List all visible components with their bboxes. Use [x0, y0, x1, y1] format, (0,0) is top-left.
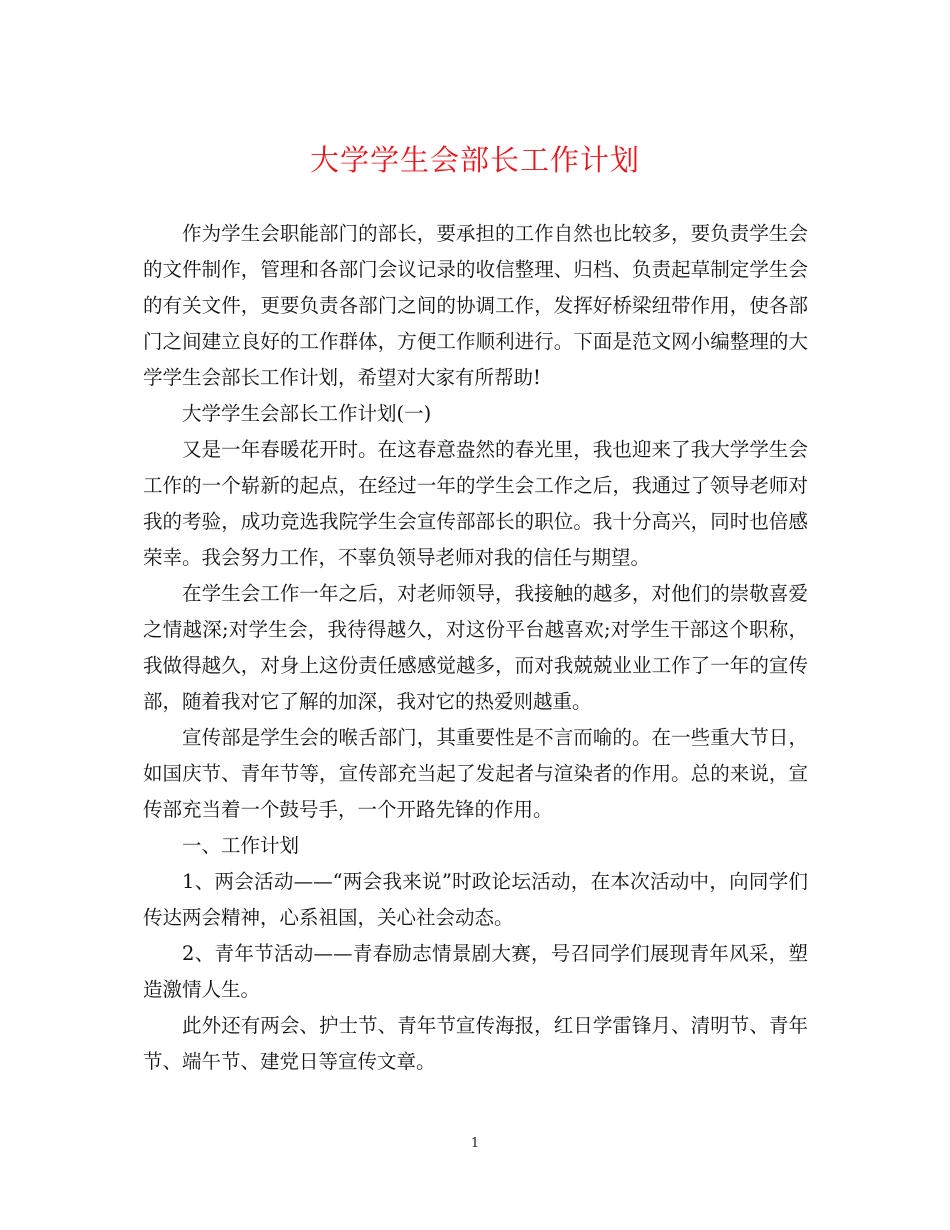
paragraph-publicity-department: 宣传部是学生会的喉舌部门，其重要性是不言而喻的。在一些重大节日，如国庆节、青年节等，宣传部充当起了发起者与渲染者的作用。总的来说，宣传部充当着一个鼓号手，一个开路先锋的作用。: [143, 726, 808, 821]
plan-item-two-sessions: 1、两会活动——“两会我来说”时政论坛活动，在本次活动中，向同学们传达两会精神，心系祖国，关心社会动态。: [143, 870, 808, 929]
plan-item-youth-day: 2、青年节活动——青春励志情景剧大赛，号召同学们展现青年风采，塑造激情人生。: [143, 942, 808, 1001]
paragraph-spring-start: 又是一年春暖花开时。在这春意盎然的春光里，我也迎来了我大学学生会工作的一个崭新的起点，在经过一年的学生会工作之后，我通过了领导老师对我的考验，成功竞选我院学生会宣传部部长的职位。我十分高兴，同时也倍感荣幸。我会努力工作，不辜负领导老师对我的信任与期望。: [143, 438, 808, 569]
paragraph-other-activities: 此外还有两会、护士节、青年节宣传海报，红日学雷锋月、清明节、青年节、端午节、建党日等宣传文章。: [143, 1014, 808, 1073]
section-heading-work-plan: 一、工作计划: [182, 834, 300, 857]
intro-paragraph: 作为学生会职能部门的部长，要承担的工作自然也比较多，要负责学生会的文件制作，管理和各部门会议记录的收信整理、归档、负责起草制定学生会的有关文件，更要负责各部门之间的协调工作，发挥好桥梁纽带作用，使各部门之间建立良好的工作群体，方便工作顺利进行。下面是范文网小编整理的大学学生会部长工作计划，希望对大家有所帮助!: [143, 222, 808, 389]
document-title: 大学学生会部长工作计划: [309, 143, 640, 177]
page-number: 1: [470, 1136, 480, 1151]
document-body: [143, 216, 808, 1080]
paragraph-one-year-experience: 在学生会工作一年之后，对老师领导，我接触的越多，对他们的崇敬喜爱之情越深;对学生会，我待得越久，对这份平台越喜欢;对学生干部这个职称，我做得越久，对身上这份责任感感觉越多，而对我兢兢业业工作了一年的宣传部，随着我对它了解的加深，我对它的热爱则越重。: [143, 582, 808, 713]
section-heading-plan-one: 大学学生会部长工作计划(一): [182, 402, 432, 425]
